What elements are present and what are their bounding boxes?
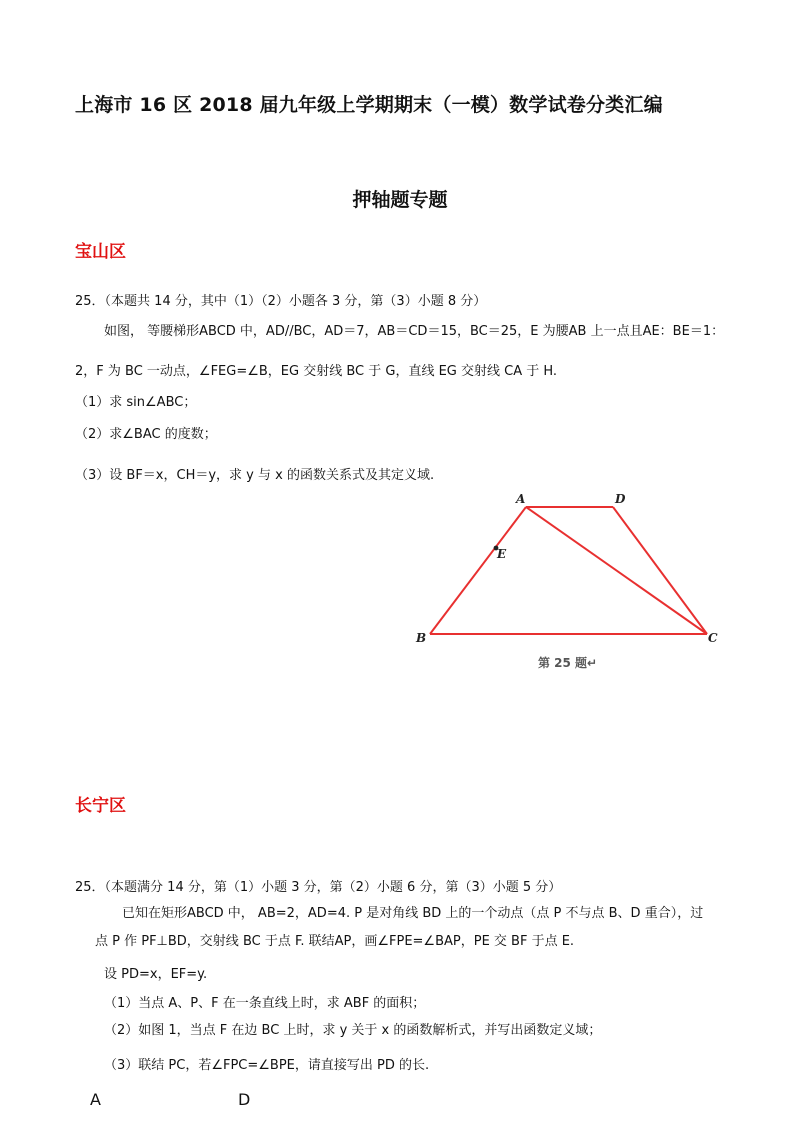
label-c: C [708,631,718,645]
label-a: A [516,492,526,506]
segment-ac [526,507,707,634]
page-subtitle: 押轴题专题 [352,189,448,211]
trapezoid-lines [430,507,707,634]
figure-label-d: D [238,1090,251,1109]
problem-text-line: 点 P 作 PF⊥BD，交射线 BC 于点 F. 联结AP，画∠FPE=∠BAP，PE 交 BF 于点 E. [95,934,575,949]
variable-definition: 设 PD=x，EF=y. [104,967,208,982]
question-3: （3）联结 PC，若∠FPC=∠BPE，请直接写出 PD 的长. [104,1058,430,1073]
question-3: （3）设 BF＝x，CH＝y，求 y 与 x 的函数关系式及其定义域. [75,468,435,483]
page-title: 上海市 16 区 2018 届九年级上学期期末（一模）数学试卷分类汇编 [75,94,663,116]
question-2: （2）如图 1，当点 F 在边 BC 上时，求 y 关于 x 的函数解析式，并写出函数定义域； [104,1023,602,1038]
problem-text-line: 已知在矩形ABCD 中， AB=2，AD=4. P 是对角线 BD 上的一个动点（点 P 不与点 B、D 重合），过 [122,906,704,921]
segment-ab [430,507,526,634]
problem-header: 25．（本题满分 14 分，第（1）小题 3 分，第（2）小题 6 分，第（3）小题 5 分） [75,880,562,895]
district-heading-changning: 长宁区 [75,796,126,816]
trapezoid-figure [400,488,740,678]
problem-text-line: 如图， 等腰梯形ABCD 中，AD//BC，AD＝7，AB＝CD＝15，BC＝25，E 为腰AB 上一点且AE：BE＝1： [104,324,725,339]
label-d: D [615,492,626,506]
label-b: B [416,631,427,645]
problem-header: 25．（本题共 14 分，其中（1）（2）小题各 3 分，第（3）小题 8 分） [75,294,487,309]
label-e: E [497,547,507,561]
figure-label-a: A [90,1090,101,1109]
segment-dc [613,507,707,634]
question-1: （1）求 sin∠ABC； [75,395,197,410]
question-2: （2）求∠BAC 的度数； [75,427,217,442]
problem-text-line: 2，F 为 BC 一动点，∠FEG=∠B，EG 交射线 BC 于 G，直线 EG 交射线 CA 于 H. [75,364,558,379]
question-1: （1）当点 A、P、F 在一条直线上时，求 ABF 的面积； [104,996,426,1011]
figure-caption: 第 25 题↵ [538,656,598,670]
district-heading-baoshan: 宝山区 [75,242,126,262]
